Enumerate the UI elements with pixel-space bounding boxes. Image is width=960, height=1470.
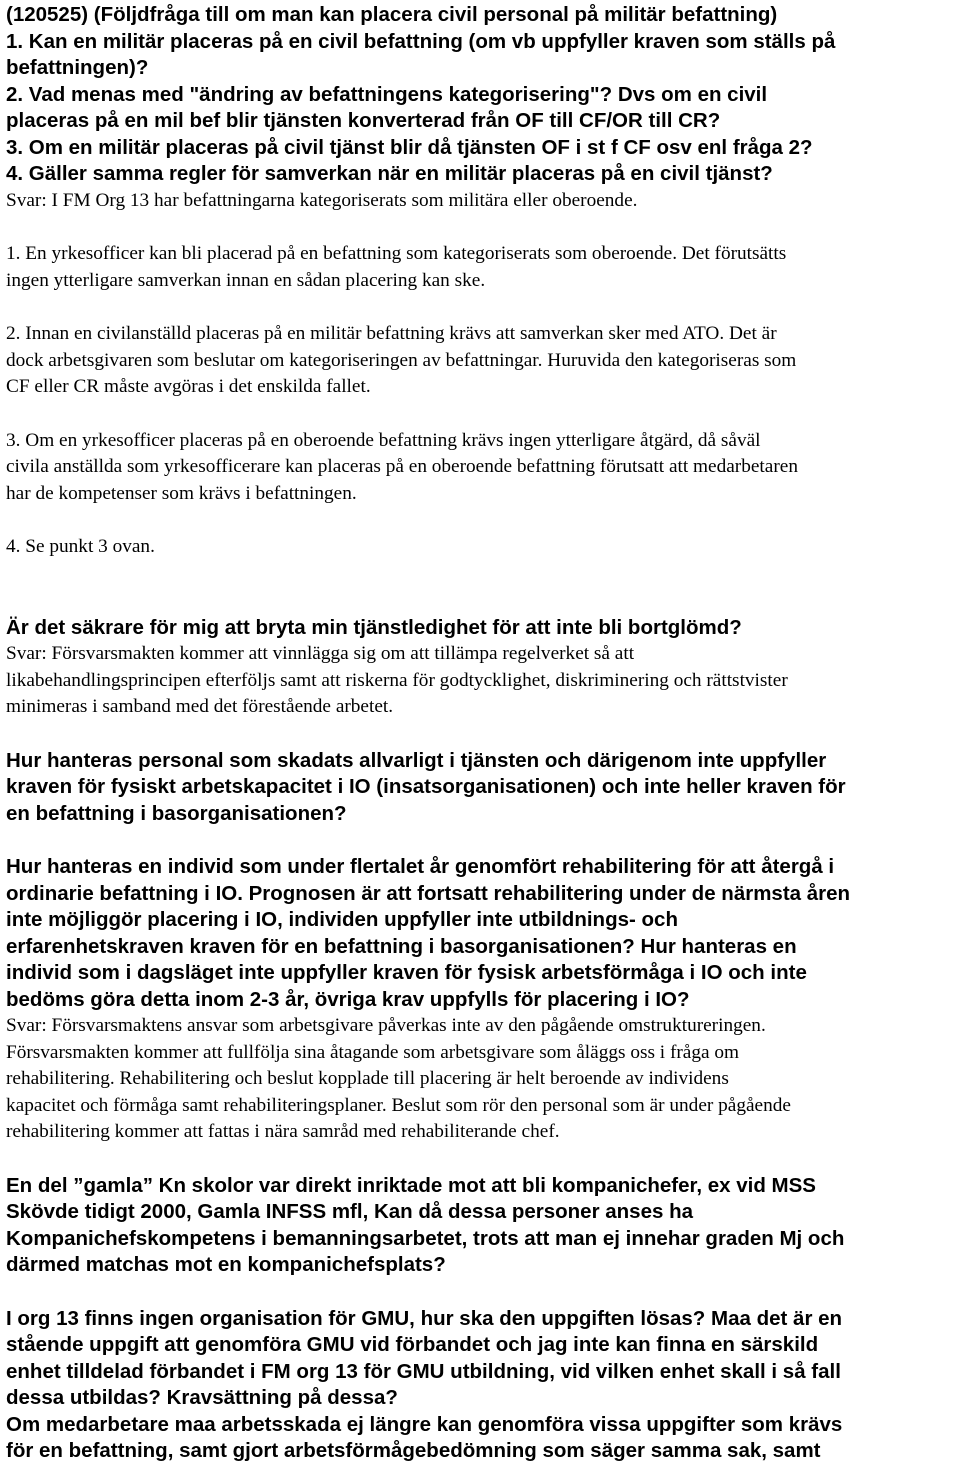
answer-line: 1. En yrkesofficer kan bli placerad på en befattning som kategoriserats som oberoende. Det förutsätts [6,243,787,264]
answer-point-4: 4. Se punkt 3 ovan. [6,536,155,557]
question-line: Om medarbetare maa arbetsskada ej längre kan genomföra vissa uppgifter som krävs [6,1412,843,1436]
answer-line: Försvarsmakten kommer att fullfölja sina åtagande som arbetsgivare som åläggs oss i fråga om [6,1041,740,1063]
answer-line: Svar: Försvarsmaktens ansvar som arbetsgivare påverkas inte av den pågående omstruktureringen. [6,1015,766,1036]
question-line: därmed matchas mot en kompanichefsplats? [6,1253,446,1276]
question-line: en befattning i basorganisationen? [6,801,347,825]
answer-line: rehabilitering kommer att fattas i nära samråd med rehabiliterande chef. [6,1121,560,1142]
question-line: Hur hanteras personal som skadats allvarligt i tjänsten och därigenom inte uppfyller [6,748,827,772]
question-line: 2. Vad menas med "ändring av befattningens kategorisering"? Dvs om en civil [6,82,768,106]
question-line: Kompanichefskompetens i bemanningsarbetet, trots att man ej innehar graden Mj och [6,1226,845,1250]
answer-line: rehabilitering. Rehabilitering och beslut kopplade till placering är helt beroende av individens [6,1068,729,1089]
question-line: enhet tilldelad förbandet i FM org 13 för GMU utbildning, vid vilken enhet skall i så fall [6,1359,841,1383]
question-block-4 [6,854,954,1013]
question-line: individ som i dagsläget inte uppfyller kraven för fysisk arbetsförmåga i IO och inte [6,961,807,984]
question-line: för en befattning, samt gjort arbetsförmågebedömning som säger samma sak, samt [6,1439,821,1462]
answer-intro: Svar: I FM Org 13 har befattningarna kategoriserats som militära eller oberoende. [6,189,638,211]
answer-block-2 [6,641,954,721]
question-block-5 [6,1173,954,1279]
question-block-1 [6,2,954,188]
question-line: befattningen)? [6,56,149,79]
answer-line: likabehandlingsprincipen efterföljs samt att riskerna för godtycklighet, diskriminering och rättstvister [6,669,788,691]
question-block-6 [6,1306,954,1412]
question-line: Hur hanteras en individ som under flertalet år genomfört rehabilitering för att återgå i [6,855,835,878]
question-block-7 [6,1412,954,1465]
answer-point-3 [6,428,954,508]
answer-block-4 [6,1013,954,1146]
question-line: inte möjliggör placering i IO, individen uppfyller inte utbildnings- och [6,908,678,931]
question-line: I org 13 finns ingen organisation för GMU, hur ska den uppgiften lösas? Maa det är en [6,1306,843,1330]
answer-line: CF eller CR måste avgöras i det enskilda fallet. [6,376,371,397]
answer-line: civila anställda som yrkesofficerare kan placeras på en oberoende befattning förutsatt att medarbetaren [6,456,798,477]
answer-line: Svar: Försvarsmakten kommer att vinnlägga sig om att tillämpa regelverket så att [6,643,635,664]
question-line: bedöms göra detta inom 2-3 år, övriga krav uppfylls för placering i IO? [6,987,690,1011]
question-line: placeras på en mil bef blir tjänsten konverterad från OF till CF/OR till CR? [6,109,721,132]
answer-point-2 [6,321,954,401]
question-line: En del ”gamla” Kn skolor var direkt inriktade mot att bli kompanichefer, ex vid MSS [6,1173,816,1197]
question-line: stående uppgift att genomföra GMU vid förbandet och jag inte kan finna en särskild [6,1333,819,1356]
answer-line: 2. Innan en civilanställd placeras på en militär befattning krävs att samverkan sker med ATO. Det är [6,323,777,344]
answer-line: dock arbetsgivaren som beslutar om kategoriseringen av befattningar. Huruvida den kategoriseras som [6,349,797,371]
answer-line: kapacitet och förmåga samt rehabiliteringsplaner. Beslut som rör den personal som är under pågående [6,1094,791,1116]
question-line: 3. Om en militär placeras på civil tjänst blir då tjänsten OF i st f CF osv enl fråga 2? [6,135,813,159]
answer-line: minimeras i samband med det förestående arbetet. [6,696,394,717]
answer-line: 3. Om en yrkesofficer placeras på en oberoende befattning krävs ingen ytterligare åtgärd, då såväl [6,429,761,451]
question-line: Skövde tidigt 2000, Gamla INFSS mfl, Kan då dessa personer anses ha [6,1200,694,1223]
question-line: kraven för fysiskt arbetskapacitet i IO (insatsorganisationen) och inte heller kraven för [6,775,846,798]
question-line: ordinarie befattning i IO. Prognosen är att fortsatt rehabilitering under de närmsta åren [6,881,851,905]
question-heading: Är det säkrare för mig att bryta min tjänstledighet för att inte bli bortglömd? [6,615,742,639]
question-line: 4. Gäller samma regler för samverkan när en militär placeras på en civil tjänst? [6,162,773,185]
answer-line: ingen ytterligare samverkan innan en sådan placering kan ske. [6,269,486,291]
question-line: (120525) (Följdfråga till om man kan placera civil personal på militär befattning) [6,3,778,26]
question-block-3 [6,748,954,828]
question-line: 1. Kan en militär placeras på en civil befattning (om vb uppfyller kraven som ställs på [6,29,836,53]
question-line: erfarenhetskraven kraven för en befattning i basorganisationen? Hur hanteras en [6,934,797,958]
question-line: dessa utbildas? Kravsättning på dessa? [6,1386,398,1409]
answer-line: har de kompetenser som krävs i befattningen. [6,482,357,504]
answer-point-1 [6,241,954,294]
